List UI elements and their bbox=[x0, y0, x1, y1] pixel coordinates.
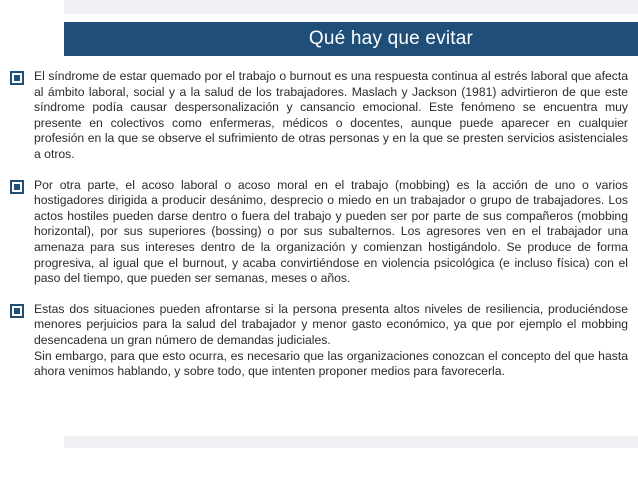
slide-content bbox=[8, 69, 628, 395]
top-decorative-stripe bbox=[64, 0, 638, 14]
bullet-burnout bbox=[8, 69, 628, 163]
bottom-decorative-stripe bbox=[64, 436, 638, 448]
bullet-resiliencia bbox=[8, 302, 628, 380]
bullet-paragraph: El síndrome de estar quemado por el trabajo o burnout es una respuesta continua al estrés laboral que afecta al ámbito laboral, social y a la salud de los trabajadores. Maslach y Jackson (1981) advirtieron de que este síndrome podía causar despersonalización y cansancio emocional. Este fenómeno se encuentra muy presente en colectivos como enfermeras, médicos o docentes, aunque puede aparecer en cualquier profesión en la que se observe el sufrimiento de otras personas y en la que se presten servicios asistenciales a otros. bbox=[34, 69, 628, 161]
bullet-paragraph: Estas dos situaciones pueden afrontarse si la persona presenta altos niveles de resiliencia, produciéndose menores perjuicios para la salud del trabajador y menor gasto económico, ya que por ejemplo el mobbing desencadena un gran número de demandas judiciales. bbox=[34, 301, 628, 347]
title-bar bbox=[64, 22, 638, 56]
bullet-paragraph: Sin embargo, para que esto ocurra, es necesario que las organizaciones conozcan el concepto del que hasta ahora venimos hablando, y sobre todo, que intenten proponer medios para favorecerla. bbox=[34, 348, 628, 379]
bullet-paragraph: Por otra parte, el acoso laboral o acoso moral en el trabajo (mobbing) es la acción de uno o varios hostigadores dirigida a producir desánimo, desprecio o miedo en un trabajador o grupo de trabajadores. Los actos hostiles pueden darse dentro o fuera del trabajo y pueden ser por parte de sus compañeros (mobbing horizontal), por sus superiores (bossing) o por sus subalternos. Los agresores ven en el trabajador una amenaza para sus intereses dentro de la organización y comienzan hostigándolo. Se produce de forma progresiva, al igual que el burnout, y acaba convirtiéndose en violencia psicológica (e incluso física) con el paso del tiempo, que pueden ser semanas, meses o años. bbox=[34, 177, 628, 286]
bullet-mobbing bbox=[8, 178, 628, 287]
square-bullet-icon bbox=[10, 180, 24, 194]
square-bullet-icon bbox=[10, 304, 24, 318]
square-bullet-icon bbox=[10, 71, 24, 85]
slide-title: Qué hay que evitar bbox=[308, 28, 474, 49]
